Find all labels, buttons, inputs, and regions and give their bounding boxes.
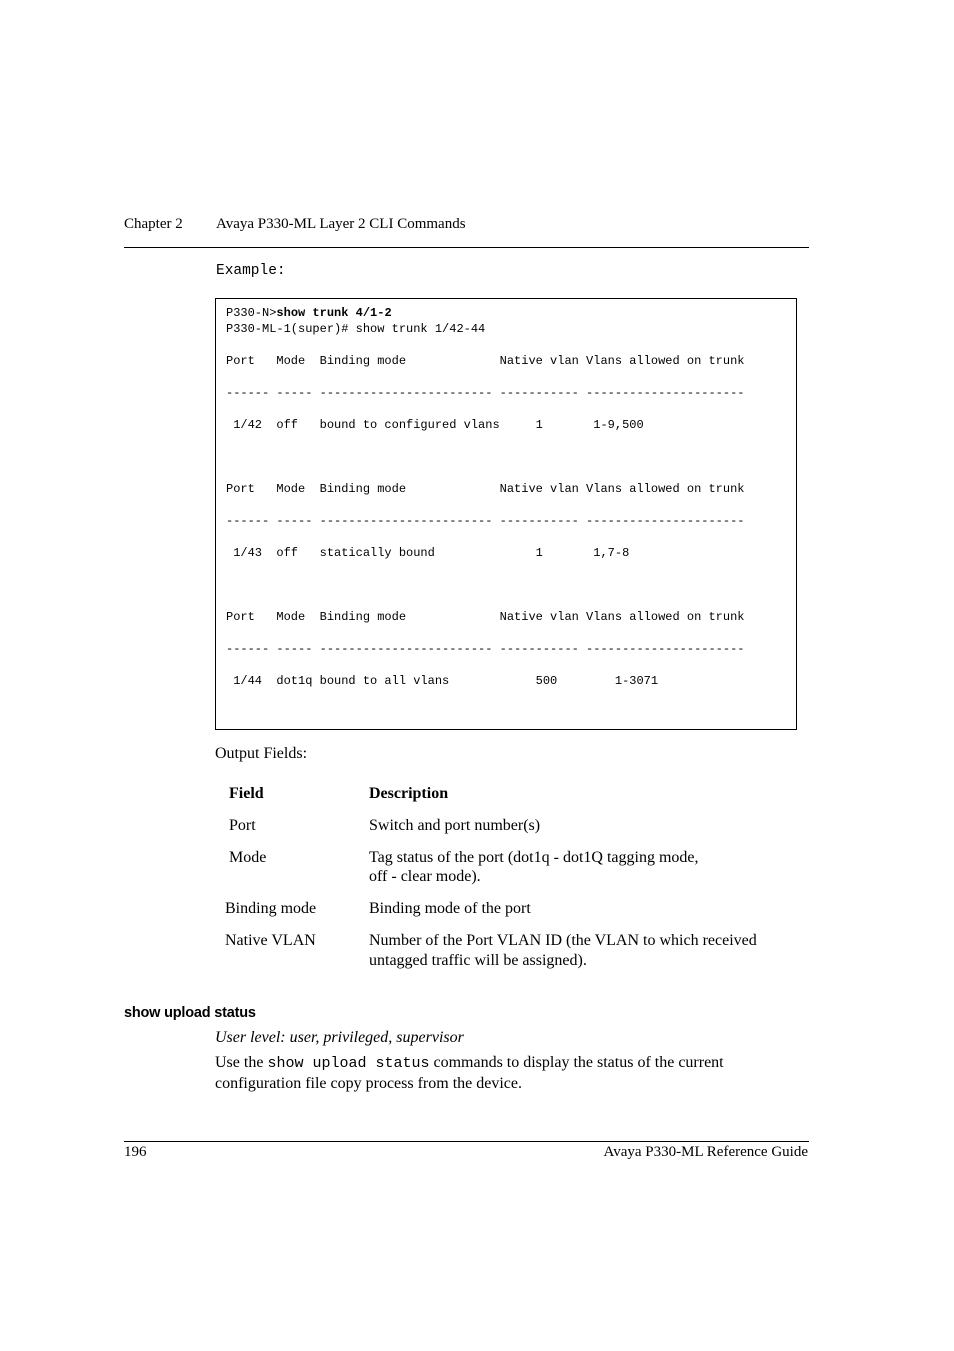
user-level-text: User level: user, privileged, supervisor bbox=[215, 1029, 464, 1046]
code-data-row: 1/44 dot1q bound to all vlans 500 1-3071 bbox=[226, 674, 659, 688]
table-cell-field: Binding mode bbox=[225, 900, 317, 917]
table-cell-field: Native VLAN bbox=[225, 932, 316, 949]
page-number: 196 bbox=[124, 1144, 147, 1160]
table-cell-description: untagged traffic will be assigned). bbox=[369, 952, 587, 969]
table-cell-description: off - clear mode). bbox=[369, 868, 481, 885]
description-paragraph bbox=[215, 1053, 805, 1094]
header-rule bbox=[124, 247, 809, 248]
code-line-1 bbox=[226, 305, 392, 321]
code-data-row: 1/42 off bound to configured vlans 1 1-9,500 bbox=[226, 418, 644, 432]
para-text: Use the bbox=[215, 1054, 268, 1071]
table-cell-description: Number of the Port VLAN ID (the VLAN to which received bbox=[369, 932, 757, 949]
header-title: Avaya P330-ML Layer 2 CLI Commands bbox=[216, 216, 466, 232]
inline-command: show upload status bbox=[267, 1055, 430, 1072]
para-text: commands to display the status of the current bbox=[429, 1054, 724, 1071]
output-fields-label: Output Fields: bbox=[215, 745, 308, 762]
header-chapter: Chapter 2 bbox=[124, 216, 183, 232]
code-command: show trunk 4/1-2 bbox=[276, 306, 392, 320]
table-cell-field: Port bbox=[229, 817, 256, 834]
footer-rule bbox=[124, 1141, 809, 1142]
code-header-row: Port Mode Binding mode Native vlan Vlans allowed on trunk bbox=[226, 482, 745, 496]
section-heading: show upload status bbox=[124, 1005, 256, 1021]
para-text: configuration file copy process from the device. bbox=[215, 1075, 522, 1092]
code-data-row: 1/43 off statically bound 1 1,7-8 bbox=[226, 546, 630, 560]
code-separator-row: ------ ----- ------------------------ ----------- ---------------------- bbox=[226, 514, 745, 528]
table-cell-description: Switch and port number(s) bbox=[369, 817, 541, 834]
code-header-row: Port Mode Binding mode Native vlan Vlans allowed on trunk bbox=[226, 610, 745, 624]
table-header-description: Description bbox=[369, 785, 449, 802]
code-prompt: P330-N> bbox=[226, 306, 277, 320]
code-line-2: P330-ML-1(super)# show trunk 1/42-44 bbox=[226, 322, 486, 336]
table-header-field: Field bbox=[229, 785, 264, 802]
code-header-row: Port Mode Binding mode Native vlan Vlans allowed on trunk bbox=[226, 354, 745, 368]
footer-title: Avaya P330-ML Reference Guide bbox=[603, 1144, 808, 1160]
table-cell-description: Tag status of the port (dot1q - dot1Q tagging mode, bbox=[369, 849, 699, 866]
code-example-box bbox=[215, 298, 797, 730]
example-label: Example: bbox=[216, 263, 286, 279]
table-cell-field: Mode bbox=[229, 849, 267, 866]
table-cell-description: Binding mode of the port bbox=[369, 900, 531, 917]
code-separator-row: ------ ----- ------------------------ ----------- ---------------------- bbox=[226, 386, 745, 400]
code-separator-row: ------ ----- ------------------------ ----------- ---------------------- bbox=[226, 642, 745, 656]
